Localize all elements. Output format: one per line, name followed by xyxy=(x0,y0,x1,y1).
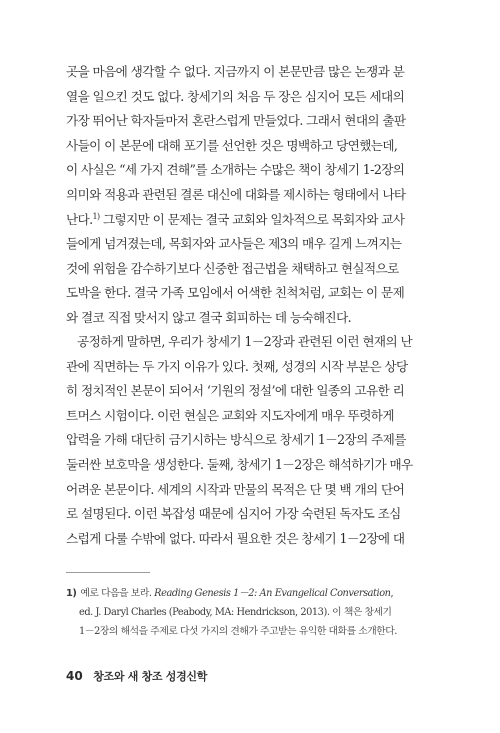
text-line: 것에 위험을 감수하기보다 신중한 접근법을 채택하고 현실적으로 xyxy=(66,260,399,276)
text-line: 트머스 시험이다. 이런 현실은 교회와 지도자에게 매우 뚜렷하게 xyxy=(66,407,394,423)
text-line: 어려운 본문이다. 세계의 시작과 만물의 목적은 단 몇 백 개의 단어 xyxy=(66,481,405,497)
footnote xyxy=(66,584,434,641)
text-line: 로 설명된다. 이런 복잡성 때문에 심지어 가장 숙련된 독자도 조심 xyxy=(66,506,401,522)
body-paragraph-2 xyxy=(66,330,434,551)
text-line: 히 정치적인 본문이 되어서 ‘기원의 정설’에 대한 일종의 고유한 리 xyxy=(66,383,405,399)
text-line: 들에게 넘겨졌는데, 목회자와 교사들은 제3의 매우 길게 느껴지는 xyxy=(66,236,402,252)
text-line: 와 결코 직접 맞서지 않고 결국 회피하는 데 능숙해진다. xyxy=(66,309,352,325)
text-segment: 그렇지만 이 문제는 결국 교회와 일차적으로 목회자와 교사 xyxy=(102,211,405,227)
running-title: 창조와 새 창조 성경신학 xyxy=(93,670,208,683)
text-line: 스럽게 다룰 수밖에 없다. 따라서 필요한 것은 창세기 1－2장에 대 xyxy=(66,530,405,546)
body-paragraph-1 xyxy=(66,60,434,331)
text-line: 관에 직면하는 두 가지 이유가 있다. 첫째, 성경의 시작 부분은 상당 xyxy=(66,358,408,374)
text-line: 둘러싼 보호막을 생성한다. 둘째, 창세기 1－2장은 해석하기가 매우 xyxy=(66,456,413,472)
text-line: 공정하게 말하면, 우리가 창세기 1－2장과 관련된 이런 현재의 난 xyxy=(77,334,413,349)
footnote-reference[interactable]: 1) xyxy=(92,211,100,221)
page-number: 40 xyxy=(66,669,83,683)
footnote-cited-title: Reading Genesis 1－2: An Evangelical Conversation xyxy=(154,588,391,599)
text-segment: 난다. xyxy=(66,211,93,227)
footnote-text: , xyxy=(390,588,394,599)
text-line: 의미와 적용과 관련된 결론 대신에 대화를 제시하는 형태에서 나타 xyxy=(66,186,406,202)
footnote-number: 1) xyxy=(66,588,77,599)
text-line: 가장 뛰어난 학자들마저 혼란스럽게 만들었다. 그래서 현대의 출판 xyxy=(66,113,406,129)
footnote-line: 1－2장의 해석을 주제로 다섯 가지의 견해가 주고받는 유익한 대화를 소개한다. xyxy=(79,626,397,637)
text-line: 압력을 가해 대단히 금기시하는 방식으로 창세기 1－2장의 주제를 xyxy=(66,432,406,448)
text-line: 사들이 이 본문에 대해 포기를 선언한 것은 명백하고 당연했는데, xyxy=(66,137,398,153)
footnote-line xyxy=(66,584,434,603)
footnote-text: 예로 다음을 보라. xyxy=(80,588,152,599)
footnote-line: ed. J. Daryl Charles (Peabody, MA: Hendrickson, 2013). 이 책은 창세기 xyxy=(79,607,392,618)
text-line: 열을 일으킨 것도 없다. 창세기의 처음 두 장은 심지어 모든 세대의 xyxy=(66,88,405,104)
footnote-divider xyxy=(66,572,150,573)
page-footer xyxy=(66,668,207,684)
text-line: 이 사실은 “세 가지 견해”를 소개하는 수많은 책이 창세기 1-2장의 xyxy=(66,162,405,178)
text-line: 도박을 한다. 결국 가족 모임에서 어색한 친척처럼, 교회는 이 문제 xyxy=(66,285,405,301)
text-line: 곳을 마음에 생각할 수 없다. 지금까지 이 본문만큼 많은 논쟁과 분 xyxy=(66,64,405,79)
text-line-with-footnote xyxy=(66,208,434,233)
